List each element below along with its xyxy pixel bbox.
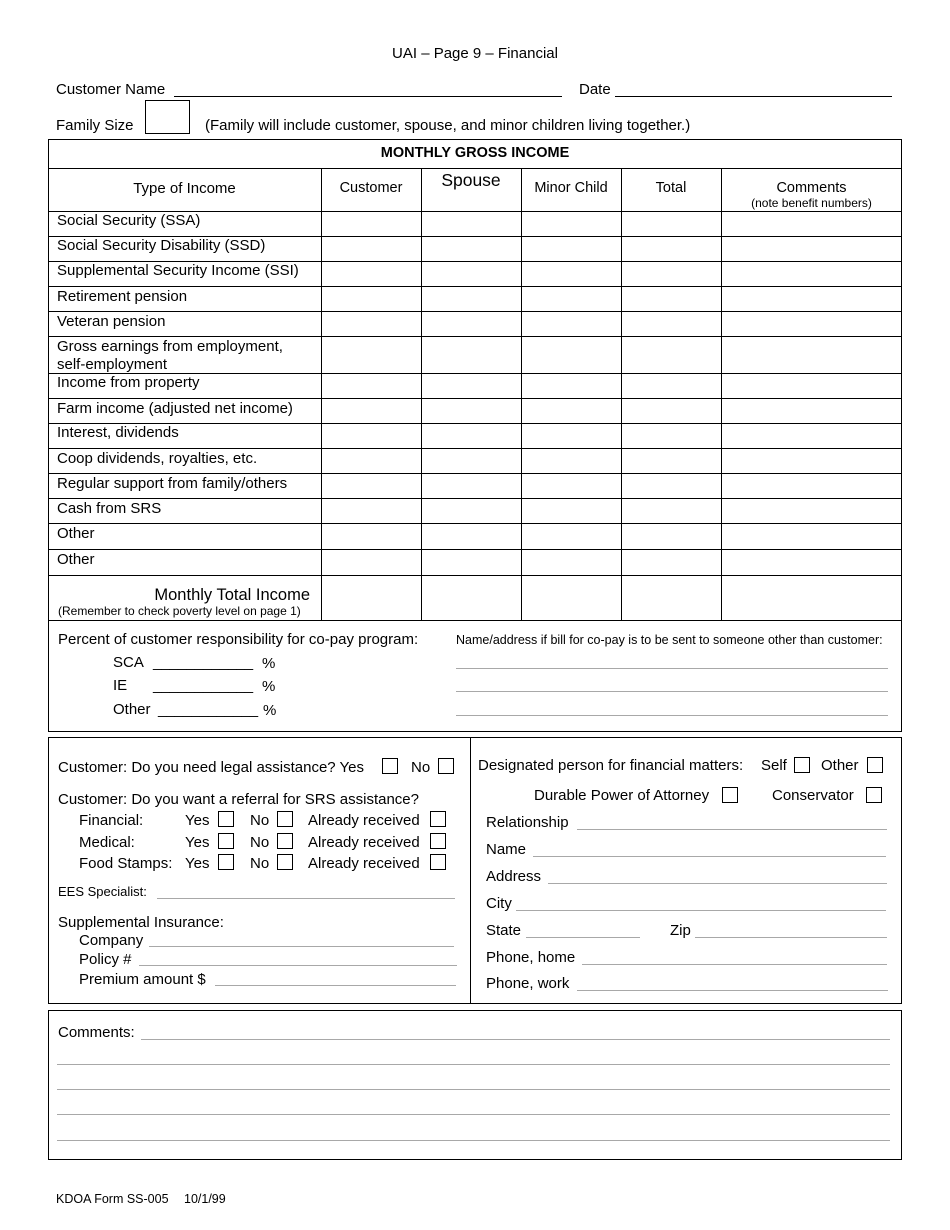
monthly-total-label: Monthly Total Income: [154, 586, 310, 604]
form-id: KDOA Form SS-005: [56, 1192, 169, 1206]
food-stamps-yes-checkbox[interactable]: [218, 854, 234, 870]
legal-yes-checkbox[interactable]: [382, 758, 398, 774]
legal-no-checkbox[interactable]: [438, 758, 454, 774]
dpoa-label: Durable Power of Attorney: [534, 787, 710, 804]
row-label: Farm income (adjusted net income): [57, 400, 293, 417]
sca-label: SCA: [113, 654, 144, 671]
medical-yes-label: Yes: [185, 834, 210, 851]
comments-section: [48, 1010, 902, 1160]
ie-label: IE: [113, 677, 128, 694]
food-stamps-yes-label: Yes: [185, 855, 210, 872]
conservator-checkbox[interactable]: [866, 787, 882, 803]
comments-line-1[interactable]: [141, 1039, 890, 1040]
row-label: Supplemental Security Income (SSI): [57, 262, 299, 279]
financial-no-label: No: [250, 812, 270, 829]
name-label: Name: [486, 841, 527, 858]
sca-percent: %: [262, 655, 276, 672]
legal-no-label: No: [411, 759, 431, 776]
state-label: State: [486, 922, 522, 939]
designated-label: Designated person for financial matters:: [478, 757, 744, 774]
row-label: self-employment: [57, 356, 168, 373]
date-field[interactable]: [615, 96, 892, 97]
city-label: City: [486, 895, 512, 912]
referral-question: Customer: Do you want a referral for SRS assistance?: [58, 791, 419, 808]
address-field[interactable]: [548, 883, 887, 884]
dpoa-checkbox[interactable]: [722, 787, 738, 803]
relationship-label: Relationship: [486, 814, 569, 831]
row-label: Income from property: [57, 374, 200, 391]
conservator-label: Conservator: [772, 787, 854, 804]
row-label: Cash from SRS: [57, 500, 162, 517]
financial-yes-checkbox[interactable]: [218, 811, 234, 827]
policy-field[interactable]: [139, 965, 457, 966]
medical-no-checkbox[interactable]: [277, 833, 293, 849]
financial-label: Financial:: [79, 812, 144, 829]
food-stamps-already-label: Already received: [308, 855, 420, 872]
family-size-label: Family Size: [56, 117, 134, 134]
row-label: Retirement pension: [57, 288, 188, 305]
food-stamps-label: Food Stamps:: [79, 855, 173, 872]
ie-field[interactable]: ____________: [153, 677, 254, 694]
financial-already-label: Already received: [308, 812, 420, 829]
company-field[interactable]: [149, 946, 454, 947]
comments-label: Comments:: [58, 1024, 135, 1041]
row-label: Gross earnings from employment,: [57, 338, 283, 355]
col-comments-note: (note benefit numbers): [751, 196, 872, 210]
customer-name-field[interactable]: [174, 96, 562, 97]
phone-home-label: Phone, home: [486, 949, 576, 966]
medical-already-label: Already received: [308, 834, 420, 851]
financial-no-checkbox[interactable]: [277, 811, 293, 827]
comments-line-4[interactable]: [57, 1114, 890, 1115]
city-field[interactable]: [516, 910, 886, 911]
row-label: Regular support from family/others: [57, 475, 288, 492]
customer-name-label: Customer Name: [56, 81, 166, 98]
medical-already-checkbox[interactable]: [430, 833, 446, 849]
phone-work-field[interactable]: [577, 990, 888, 991]
medical-no-label: No: [250, 834, 270, 851]
family-size-box[interactable]: [145, 100, 190, 134]
designated-other-checkbox[interactable]: [867, 757, 883, 773]
legal-question: Customer: Do you need legal assistance? Yes: [58, 759, 365, 776]
name-address-label: Name/address if bill for co-pay is to be sent to someone other than customer:: [456, 633, 883, 647]
zip-field[interactable]: [695, 937, 887, 938]
copay-label: Percent of customer responsibility for co-pay program:: [58, 631, 419, 648]
ees-specialist-label: EES Specialist:: [58, 884, 147, 899]
other-field[interactable]: ____________: [158, 701, 259, 718]
food-stamps-already-checkbox[interactable]: [430, 854, 446, 870]
ie-percent: %: [262, 678, 276, 695]
comments-line-2[interactable]: [57, 1064, 890, 1065]
phone-home-field[interactable]: [582, 964, 887, 965]
col-comments: Comments: [776, 180, 847, 196]
state-field[interactable]: [526, 937, 640, 938]
policy-label: Policy #: [79, 951, 132, 968]
food-stamps-no-checkbox[interactable]: [277, 854, 293, 870]
page-title: UAI – Page 9 – Financial: [392, 45, 558, 62]
other-percent: %: [263, 702, 277, 719]
row-label: Other: [57, 525, 95, 542]
comments-line-5[interactable]: [57, 1140, 890, 1141]
row-label: Social Security Disability (SSD): [57, 237, 266, 254]
zip-label: Zip: [670, 922, 691, 939]
address-label: Address: [486, 868, 542, 885]
name-address-line-2[interactable]: [456, 691, 888, 692]
form-date: 10/1/99: [184, 1192, 226, 1206]
row-label: Veteran pension: [57, 313, 166, 330]
col-minor-child: Minor Child: [534, 180, 608, 196]
comments-line-3[interactable]: [57, 1089, 890, 1090]
sca-field[interactable]: ____________: [153, 654, 254, 671]
row-label: Coop dividends, royalties, etc.: [57, 450, 258, 467]
col-type-of-income: Type of Income: [133, 180, 236, 197]
row-label: Other: [57, 551, 95, 568]
financial-yes-label: Yes: [185, 812, 210, 829]
col-spouse: Spouse: [441, 170, 501, 190]
name-address-line-1[interactable]: [456, 668, 888, 669]
col-customer: Customer: [339, 180, 403, 196]
date-label: Date: [579, 81, 611, 98]
name-address-line-3[interactable]: [456, 715, 888, 716]
phone-work-label: Phone, work: [486, 975, 570, 992]
col-total: Total: [655, 180, 687, 196]
financial-already-checkbox[interactable]: [430, 811, 446, 827]
premium-label: Premium amount $: [79, 971, 206, 988]
medical-label: Medical:: [79, 834, 135, 851]
income-table-title: MONTHLY GROSS INCOME: [380, 145, 570, 161]
company-label: Company: [79, 932, 144, 949]
name-field[interactable]: [533, 856, 886, 857]
designated-self-label: Self: [761, 757, 787, 774]
relationship-field[interactable]: [577, 829, 887, 830]
ees-specialist-field[interactable]: [157, 898, 455, 899]
other-label: Other: [113, 701, 151, 718]
food-stamps-no-label: No: [250, 855, 270, 872]
row-label: Interest, dividends: [57, 424, 179, 441]
family-note: (Family will include customer, spouse, and minor children living together.): [205, 117, 691, 134]
supp-insurance-label: Supplemental Insurance:: [58, 914, 224, 931]
premium-field[interactable]: [215, 985, 456, 986]
designated-self-checkbox[interactable]: [794, 757, 810, 773]
designated-other-label: Other: [821, 757, 859, 774]
monthly-total-note: (Remember to check poverty level on page 1): [58, 604, 301, 618]
row-label: Social Security (SSA): [57, 212, 201, 229]
medical-yes-checkbox[interactable]: [218, 833, 234, 849]
